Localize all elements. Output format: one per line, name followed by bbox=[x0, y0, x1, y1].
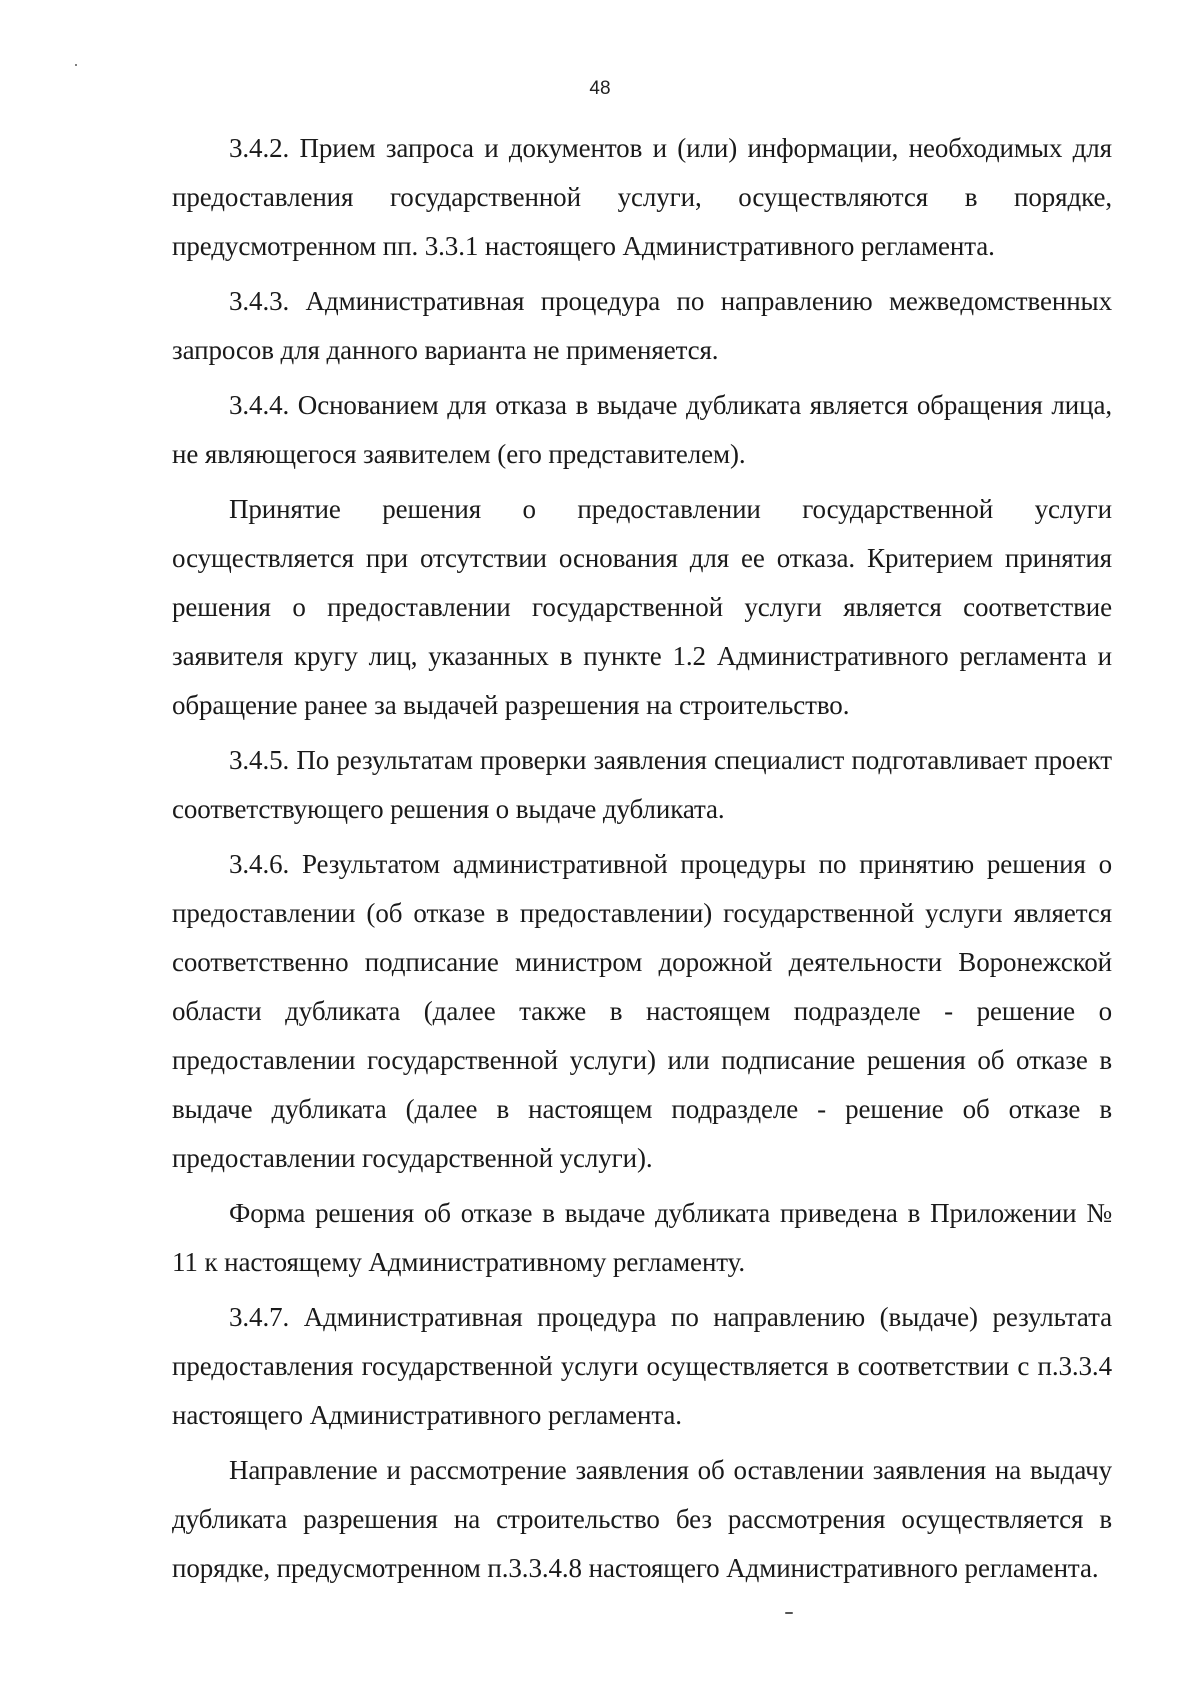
document-body bbox=[172, 124, 1112, 1593]
paragraph-3-4-3: 3.4.3. Административная процедура по направлению межведомственных запросов для данного варианта не применяется. bbox=[172, 286, 1112, 365]
paragraph-3-4-6: 3.4.6. Результатом административной процедуры по принятию решения о предоставлении (об отказе в предоставлении) государственной услуги является соответственно подписание министром дорожной деятельности Воронежской области дубликата (далее также в настоящем подразделе - решение о предоставлении государственной услуги) или подписание решения об отказе в выдаче дубликата (далее в настоящем подразделе - решение об отказе в предоставлении государственной услуги). bbox=[172, 849, 1112, 1173]
paragraph-3-4-5: 3.4.5. По результатам проверки заявления специалист подготавливает проект соответствующего решения о выдаче дубликата. bbox=[172, 745, 1112, 824]
paragraph-3-4-2: 3.4.2. Прием запроса и документов и (или) информации, необходимых для предоставления государственной услуги, осуществляются в порядке, предусмотренном пп. 3.3.1 настоящего Административного регламента. bbox=[172, 133, 1112, 261]
scan-speck bbox=[785, 1612, 793, 1614]
scan-speck bbox=[75, 64, 77, 66]
page-number: 48 bbox=[589, 78, 611, 99]
paragraph-3-4-4: 3.4.4. Основанием для отказа в выдаче дубликата является обращения лица, не являющегося заявителем (его представителем). bbox=[172, 390, 1112, 469]
paragraph-3-4-7: 3.4.7. Административная процедура по направлению (выдаче) результата предоставления государственной услуги осуществляется в соответствии с п.3.3.4 настоящего Административного регламента. bbox=[172, 1302, 1112, 1430]
paragraph-without-consideration: Направление и рассмотрение заявления об оставлении заявления на выдачу дубликата разрешения на строительство без рассмотрения осуществляется в порядке, предусмотренном п.3.3.4.8 настоящего Административного регламента. bbox=[172, 1455, 1112, 1583]
paragraph-refusal-form: Форма решения об отказе в выдаче дубликата приведена в Приложении № 11 к настоящему Административному регламенту. bbox=[172, 1198, 1112, 1277]
paragraph-decision-criteria: Принятие решения о предоставлении государственной услуги осуществляется при отсутствии основания для ее отказа. Критерием принятия решения о предоставлении государственной услуги является соответствие заявителя кругу лиц, указанных в пункте 1.2 Административного регламента и обращение ранее за выдачей разрешения на строительство. bbox=[172, 494, 1112, 720]
